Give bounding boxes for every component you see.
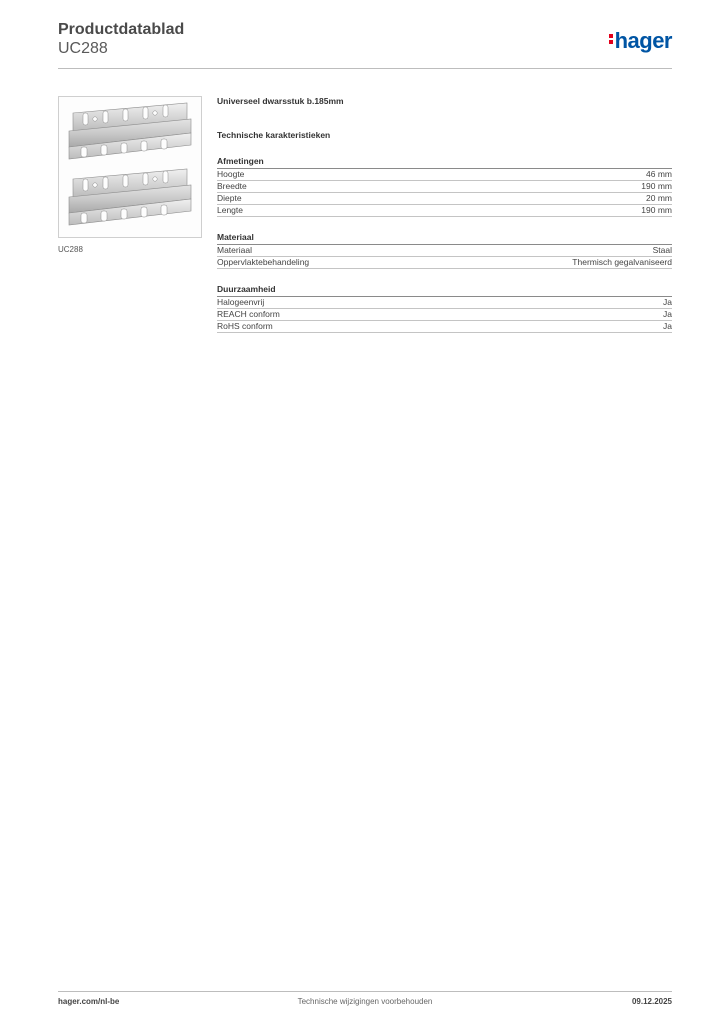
image-caption: UC288	[58, 245, 83, 254]
spec-row	[217, 309, 672, 321]
spec-panel	[217, 96, 672, 333]
product-name: Universeel dwarsstuk b.185mm	[217, 96, 344, 106]
spec-label: Diepte	[217, 193, 242, 203]
spec-row	[217, 257, 672, 269]
spec-label: Halogeenvrij	[217, 297, 265, 307]
section-duurzaamheid	[217, 284, 672, 333]
document-title: Productdatablad	[58, 21, 185, 38]
footer-divider	[58, 991, 672, 992]
spec-label: Lengte	[217, 205, 243, 215]
spec-value: 190 mm	[641, 181, 672, 191]
spec-value: Thermisch gegalvaniseerd	[572, 257, 672, 267]
footer-website-link[interactable]: hager.com/nl-be	[58, 997, 120, 1006]
product-image	[58, 96, 202, 238]
footer-note: Technische wijzigingen voorbehouden	[297, 997, 433, 1006]
footer-date: 09.12.2025	[631, 997, 672, 1006]
logo-dots-icon	[609, 32, 613, 46]
bracket-photo-icon	[59, 97, 201, 237]
spec-row	[217, 321, 672, 333]
spec-row	[217, 297, 672, 309]
hager-logo	[609, 28, 672, 54]
spec-row	[217, 245, 672, 257]
page-header	[58, 20, 672, 68]
spec-value: 20 mm	[646, 193, 672, 203]
section-afmetingen	[217, 156, 672, 217]
spec-value: 46 mm	[646, 169, 672, 179]
spec-label: REACH conform	[217, 309, 280, 319]
spec-label: Oppervlaktebehandeling	[217, 257, 310, 267]
product-code: UC288	[58, 40, 108, 57]
spec-value: 190 mm	[641, 205, 672, 215]
logo-text: hager	[614, 28, 672, 53]
spec-label: RoHS conform	[217, 321, 273, 331]
spec-row	[217, 193, 672, 205]
spec-value: Staal	[652, 245, 672, 255]
spec-value: Ja	[663, 321, 672, 331]
header-divider	[58, 68, 672, 69]
section-title: Afmetingen	[217, 156, 672, 169]
section-title: Duurzaamheid	[217, 284, 672, 297]
spec-label: Hoogte	[217, 169, 245, 179]
spec-row	[217, 181, 672, 193]
spec-value: Ja	[663, 309, 672, 319]
spec-label: Materiaal	[217, 245, 252, 255]
spec-label: Breedte	[217, 181, 247, 191]
spec-row	[217, 169, 672, 181]
section-materiaal	[217, 232, 672, 269]
tech-heading: Technische karakteristieken	[217, 130, 331, 140]
spec-value: Ja	[663, 297, 672, 307]
spec-row	[217, 205, 672, 217]
section-title: Materiaal	[217, 232, 672, 245]
